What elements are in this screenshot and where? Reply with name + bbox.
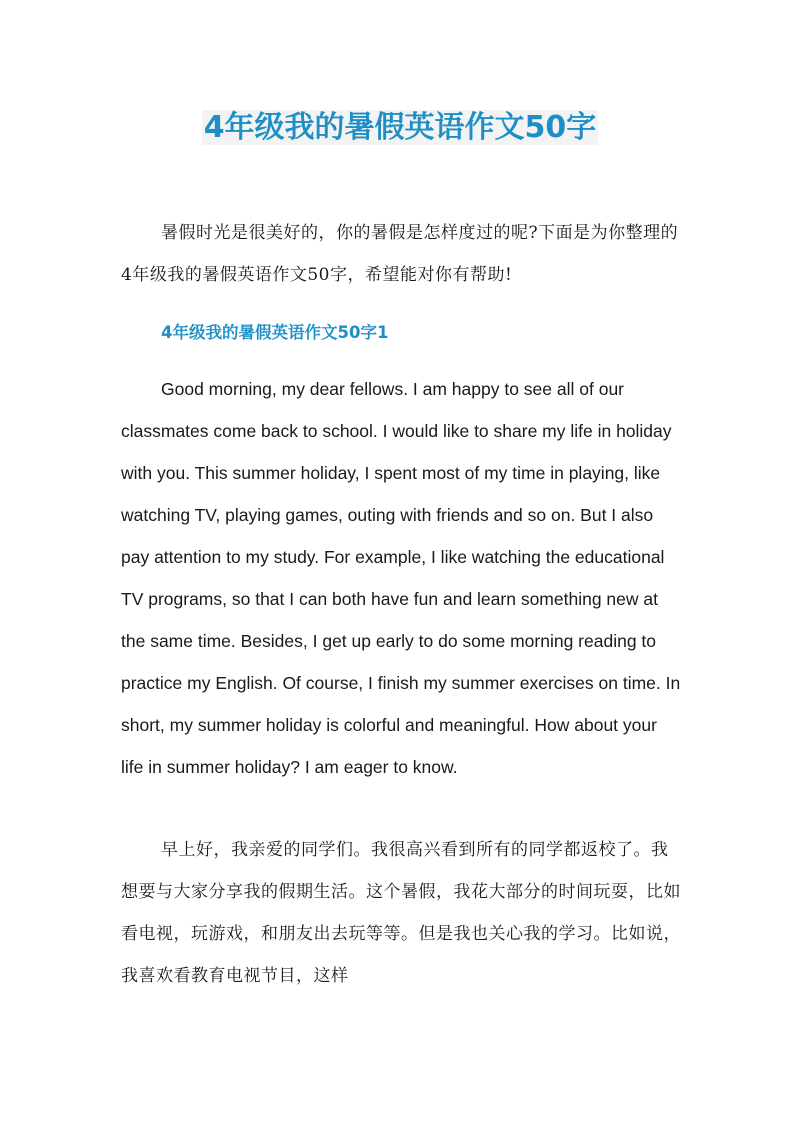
- section-heading: 4年级我的暑假英语作文50字1: [161, 323, 389, 342]
- chinese-paragraph: 早上好，我亲爱的同学们。我很高兴看到所有的同学都返校了。我想要与大家分享我的假期生活。这个暑假，我花大部分的时间玩耍，比如看电视，玩游戏，和朋友出去玩等等。但是我也关心我的学习。比如说，我喜欢看教育电视节目，这样: [121, 840, 681, 986]
- document-title: [0, 104, 800, 152]
- english-paragraph: Good morning, my dear fellows. I am happy to see all of our classmates come back to school. I would like to share my life in holiday with you. This summer holiday, I spent most of my time in playing, like watching TV, playing games, outing with friends and so on. But I also pay attention to my study. For example, I like watching the educational TV programs, so that I can both have fun and learn something new at the same time. Besides, I get up early to do some morning reading to practice my English. Of course, I finish my summer exercises on time. In short, my summer holiday is colorful and meaningful. How about your life in summer holiday? I am eager to know.: [121, 379, 681, 777]
- document-title-text: 4年级我的暑假英语作文50字: [203, 110, 597, 145]
- intro-paragraph: 暑假时光是很美好的，你的暑假是怎样度过的呢?下面是为你整理的4年级我的暑假英语作文50字，希望能对你有帮助!: [121, 223, 679, 285]
